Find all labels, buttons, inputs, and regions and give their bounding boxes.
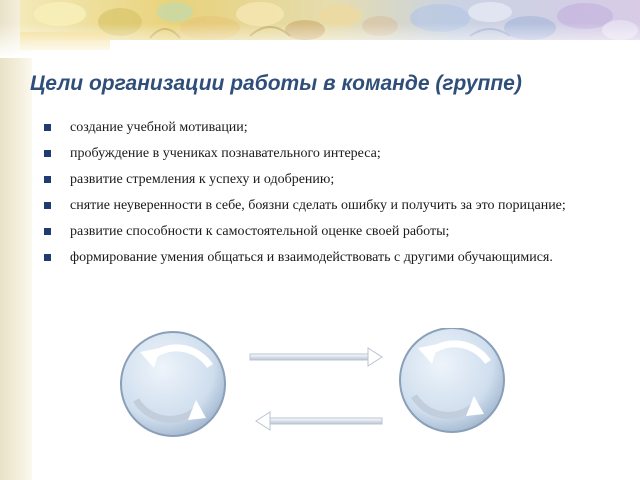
list-item-text: снятие неуверенности в себе, боязни сделать ошибку и получить за это порицание;	[70, 198, 566, 213]
goals-list	[44, 118, 584, 274]
banner-fade	[0, 0, 640, 58]
page-title: Цели организации работы в команде (группе)	[30, 72, 522, 95]
floral-banner	[0, 0, 640, 58]
refresh-cycle-icon	[121, 332, 225, 436]
square-bullet-icon	[44, 228, 51, 235]
square-bullet-icon	[44, 124, 51, 131]
refresh-cycle-icon	[400, 328, 504, 432]
list-item	[44, 170, 584, 190]
list-item-text: формирование умения общаться и взаимодействовать с другими обучающимися.	[70, 250, 553, 265]
list-item	[44, 222, 584, 242]
list-item-text: пробуждение в учениках познавательного интереса;	[70, 146, 381, 161]
list-item-text: развитие стремления к успеху и одобрению;	[70, 172, 335, 187]
list-item-text: развитие способности к самостоятельной оценке своей работы;	[70, 224, 450, 239]
list-item	[44, 118, 584, 138]
arrow-left-icon	[256, 412, 382, 430]
square-bullet-icon	[44, 254, 51, 261]
list-item-text: создание учебной мотивации;	[70, 120, 248, 135]
list-item	[44, 248, 584, 268]
list-item	[44, 144, 584, 164]
arrow-right-icon	[250, 348, 382, 366]
square-bullet-icon	[44, 150, 51, 157]
square-bullet-icon	[44, 202, 51, 209]
list-item	[44, 196, 584, 216]
square-bullet-icon	[44, 176, 51, 183]
cycle-diagram	[120, 328, 520, 448]
left-decor-strip	[0, 0, 32, 480]
